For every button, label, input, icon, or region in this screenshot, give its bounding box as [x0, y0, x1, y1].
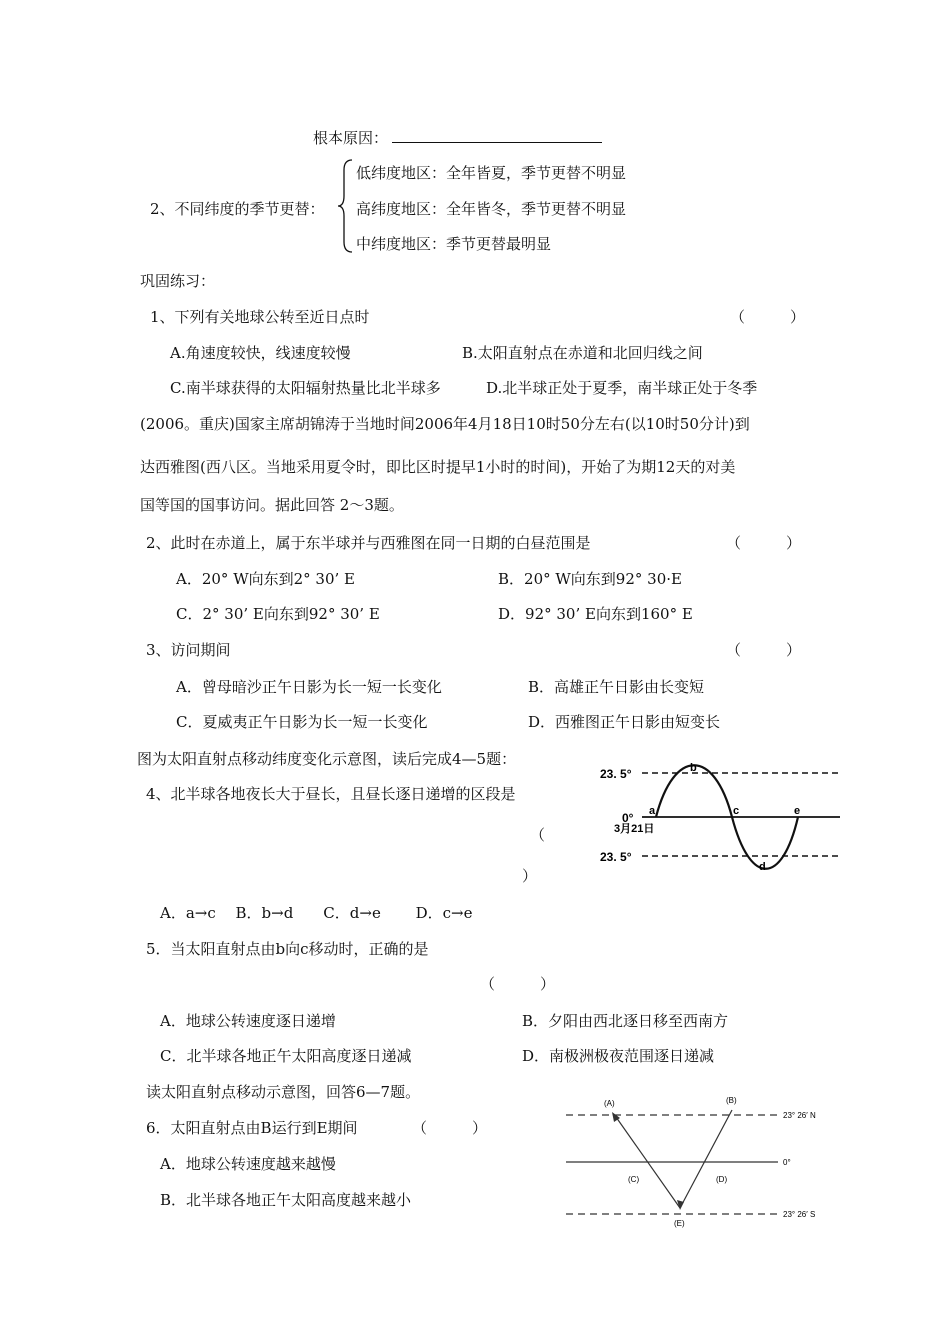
figure1-intro: 图为太阳直射点移动纬度变化示意图，读后完成4—5题： — [137, 750, 517, 768]
q3-option-b[interactable]: B．高雄正午日影由长变短 — [528, 678, 705, 696]
point-C: (C) — [628, 1175, 640, 1184]
answer-blank[interactable] — [392, 128, 602, 143]
low-latitude-item: 低纬度地区：全年皆夏，季节更替不明显 — [356, 164, 627, 182]
q2-option-b[interactable]: B．20° W向东到92° 30·E — [498, 570, 682, 588]
q3-option-a[interactable]: A．曾母暗沙正午日影为长一短一长变化 — [176, 678, 442, 696]
point-D: (D) — [716, 1175, 728, 1184]
label-lat-bot: 23° 26′ S — [783, 1210, 816, 1219]
q2-option-a[interactable]: A．20° W向东到2° 30’ E — [176, 570, 355, 588]
q6-option-a[interactable]: A．地球公转速度越来越慢 — [160, 1155, 336, 1173]
point-B: (B) — [726, 1096, 737, 1105]
point-A: (A) — [604, 1099, 615, 1108]
label-date: 3月21日 — [614, 823, 655, 835]
subsolar-path-figure — [556, 1090, 846, 1228]
q2-option-d[interactable]: D．92° 30’ E向东到160° E — [498, 605, 693, 623]
point-a: a — [649, 805, 656, 817]
q4-options[interactable]: A．a→c B．b→d C．d→e D．c→e — [160, 904, 473, 922]
q2-option-c[interactable]: C．2° 30’ E向东到92° 30’ E — [176, 605, 380, 623]
q6-stem: 6．太阳直射点由B运行到E期间 — [146, 1119, 358, 1137]
point-c: c — [733, 805, 740, 817]
q1-option-c[interactable]: C.南半球获得的太阳辐射热量比北半球多 — [170, 379, 441, 397]
q3-answer-paren[interactable]: （ ） — [726, 641, 802, 659]
q3-option-d[interactable]: D．西雅图正午日影由短变长 — [528, 713, 721, 731]
label-lat-top: 23. 5° — [600, 767, 632, 781]
point-E: (E) — [674, 1219, 685, 1228]
path-b-to-e — [680, 1110, 732, 1208]
q4-paren-close[interactable]: ） — [522, 867, 538, 885]
point-b: b — [690, 762, 697, 774]
passage-line-3: 国等国的国事访问。据此回答 2～3题。 — [140, 496, 404, 514]
q2-answer-paren[interactable]: （ ） — [726, 534, 802, 552]
label-lat-mid: 0° — [783, 1158, 791, 1167]
label-lat-mid: 0° — [622, 811, 634, 825]
point-e: e — [794, 805, 801, 817]
passage-line-1: (2006。重庆)国家主席胡锦涛于当地时间2006年4月18日10时50分左右(以10时50分计)到 — [140, 415, 750, 433]
high-latitude-item: 高纬度地区：全年皆冬，季节更替不明显 — [356, 200, 627, 218]
seasons-heading: 2、不同纬度的季节更替： — [150, 200, 325, 218]
brace-symbol — [336, 158, 354, 254]
q5-stem: 5．当太阳直射点由b向c移动时，正确的是 — [146, 940, 429, 958]
q1-stem: 1、下列有关地球公转至近日点时 — [150, 308, 370, 326]
q1-answer-paren[interactable]: （ ） — [730, 308, 806, 326]
point-d: d — [759, 861, 766, 873]
subsolar-latitude-figure — [596, 760, 844, 875]
passage-line-2: 达西雅图(西八区。当地采用夏令时，即比区时提早1小时的时间)，开始了为期12天的对美 — [140, 458, 736, 476]
q4-stem: 4、北半球各地夜长大于昼长，且昼长逐日递增的区段是 — [146, 785, 516, 803]
q6-option-b[interactable]: B．北半球各地正午太阳高度越来越小 — [160, 1191, 412, 1209]
label-lat-top: 23° 26′ N — [783, 1111, 816, 1120]
root-cause-line — [313, 128, 602, 148]
q6-answer-paren[interactable]: （ ） — [412, 1119, 488, 1137]
q1-option-d[interactable]: D.北半球正处于夏季，南半球正处于冬季 — [486, 379, 758, 397]
q1-option-b[interactable]: B.太阳直射点在赤道和北回归线之间 — [462, 344, 703, 362]
figure2-intro: 读太阳直射点移动示意图，回答6—7题。 — [146, 1083, 421, 1101]
q4-paren-open[interactable]: （ — [530, 826, 546, 844]
q2-stem: 2、此时在赤道上，属于东半球并与西雅图在同一日期的白昼范围是 — [146, 534, 591, 552]
q5-option-c[interactable]: C．北半球各地正午太阳高度逐日递减 — [160, 1047, 412, 1065]
q5-answer-paren[interactable]: （ ） — [480, 975, 556, 993]
root-cause-label: 根本原因： — [313, 129, 389, 147]
q5-option-a[interactable]: A．地球公转速度逐日递增 — [160, 1012, 336, 1030]
q3-stem: 3、访问期间 — [146, 641, 231, 659]
practice-title: 巩固练习： — [140, 272, 216, 290]
q5-option-b[interactable]: B．夕阳由西北逐日移至西南方 — [522, 1012, 729, 1030]
q3-option-c[interactable]: C．夏威夷正午日影为长一短一长变化 — [176, 713, 428, 731]
q1-option-a[interactable]: A.角速度较快，线速度较慢 — [170, 344, 351, 362]
q5-option-d[interactable]: D．南极洲极夜范围逐日递减 — [522, 1047, 715, 1065]
mid-latitude-item: 中纬度地区：季节更替最明显 — [356, 235, 552, 253]
label-lat-bot: 23. 5° — [600, 850, 632, 864]
